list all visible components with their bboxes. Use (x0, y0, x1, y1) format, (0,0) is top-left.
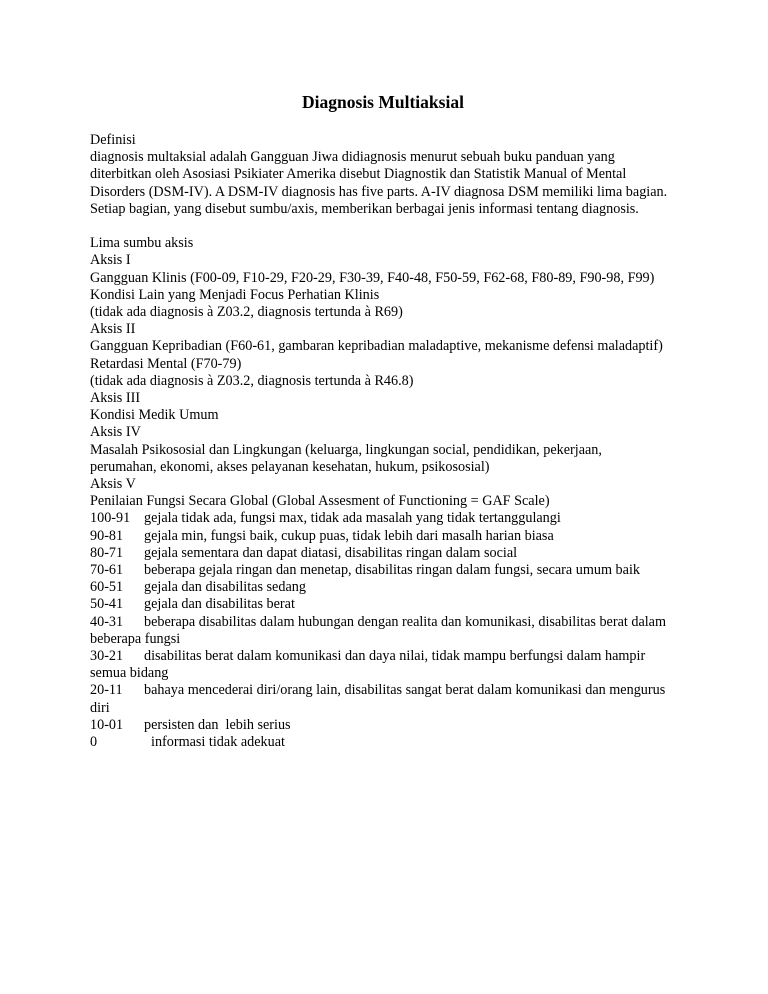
axes-list (90, 252, 690, 510)
axis-line: Gangguan Klinis (F00-09, F10-29, F20-29, F30-39, F40-48, F50-59, F62-68, F80-89, F90-98, F99) (90, 269, 655, 286)
gaf-row (90, 528, 680, 545)
gaf-row (90, 562, 680, 579)
axis-line: Aksis V (90, 476, 136, 493)
gaf-range: 70-61 (90, 562, 124, 579)
axis-line: Aksis II (90, 321, 136, 338)
axis-line: Kondisi Lain yang Menjadi Focus Perhatian Klinis (90, 286, 380, 303)
axis-line: Retardasi Mental (F70-79) (90, 355, 242, 372)
gaf-row (90, 596, 680, 613)
axis-line: Masalah Psikososial dan Lingkungan (keluarga, lingkungan social, pendidikan, pekerjaan, perumahan, ekonomi, akses pelayanan kesehatan, hukum, psikososial) (90, 441, 606, 475)
gaf-row (90, 545, 680, 562)
axis-line: Aksis III (90, 390, 141, 407)
gaf-description: persisten dan lebih serius (144, 716, 291, 733)
gaf-description: beberapa disabilitas dalam hubungan dengan realita dan komunikasi, disabilitas berat dalam beberapa fungsi (90, 613, 667, 647)
gaf-range: 10-01 (90, 716, 124, 733)
gaf-scale-list (90, 510, 680, 751)
gaf-range: 60-51 (90, 579, 124, 596)
gaf-row (90, 648, 680, 682)
gaf-range: 50-41 (90, 596, 124, 613)
gaf-row (90, 614, 680, 648)
document-page (90, 92, 690, 751)
axis-line: Kondisi Medik Umum (90, 407, 219, 424)
gaf-description: gejala tidak ada, fungsi max, tidak ada masalah yang tidak tertanggulangi (144, 510, 561, 527)
axis-line: (tidak ada diagnosis à Z03.2, diagnosis tertunda à R46.8) (90, 372, 414, 389)
axis-line: Aksis IV (90, 424, 141, 441)
axes-heading: Lima sumbu aksis (90, 235, 194, 252)
gaf-description: gejala dan disabilitas sedang (144, 579, 306, 596)
gaf-row (90, 734, 680, 751)
axis-line: Gangguan Kepribadian (F60-61, gambaran kepribadian maladaptive, mekanisme defensi maladaptif) (90, 338, 663, 355)
axis-line: Penilaian Fungsi Secara Global (Global Assesment of Functioning = GAF Scale) (90, 493, 550, 510)
gaf-range: 90-81 (90, 527, 124, 544)
axis-line: (tidak ada diagnosis à Z03.2, diagnosis tertunda à R69) (90, 304, 403, 321)
gaf-row (90, 682, 680, 716)
gaf-description: bahaya mencederai diri/orang lain, disabilitas sangat berat dalam komunikasi dan mengurus diri (90, 682, 666, 716)
definition-text: diagnosis multaksial adalah Gangguan Jiwa didiagnosis menurut sebuah buku panduan yang diterbitkan oleh Asosiasi Psikiater Amerika disebut Diagnostik dan Statistik Manual of Mental Disorders (DSM-IV). A DSM-IV diagnosis has five parts. A-IV diagnosa DSM memiliki lima bagian. Setiap bagian, yang disebut sumbu/axis, memberikan berbagai jenis informasi tentang diagnosis. (90, 149, 671, 217)
gaf-description: beberapa gejala ringan dan menetap, disabilitas ringan dalam fungsi, secara umum baik (144, 562, 640, 579)
gaf-range: 40-31 (90, 613, 124, 630)
gaf-description: gejala min, fungsi baik, cukup puas, tidak lebih dari masalh harian biasa (144, 527, 554, 544)
gaf-range: 30-21 (90, 648, 124, 665)
axis-line: Aksis I (90, 252, 131, 269)
definition-heading: Definisi (90, 132, 136, 148)
paragraph-gap (90, 218, 690, 235)
gaf-description: disabilitas berat dalam komunikasi dan daya nilai, tidak mampu berfungsi dalam hampir semua bidang (90, 648, 646, 682)
document-title: Diagnosis Multiaksial (302, 92, 464, 112)
gaf-description: informasi tidak adekuat (151, 734, 285, 751)
gaf-range: 20-11 (90, 682, 123, 699)
gaf-row (90, 510, 680, 527)
gaf-description: gejala dan disabilitas berat (144, 596, 295, 613)
gaf-range: 80-71 (90, 544, 124, 561)
gaf-range: 0 (90, 734, 98, 751)
gaf-row (90, 579, 680, 596)
gaf-description: gejala sementara dan dapat diatasi, disabilitas ringan dalam social (144, 544, 518, 561)
gaf-row (90, 717, 680, 734)
gaf-range: 100-91 (90, 510, 131, 527)
